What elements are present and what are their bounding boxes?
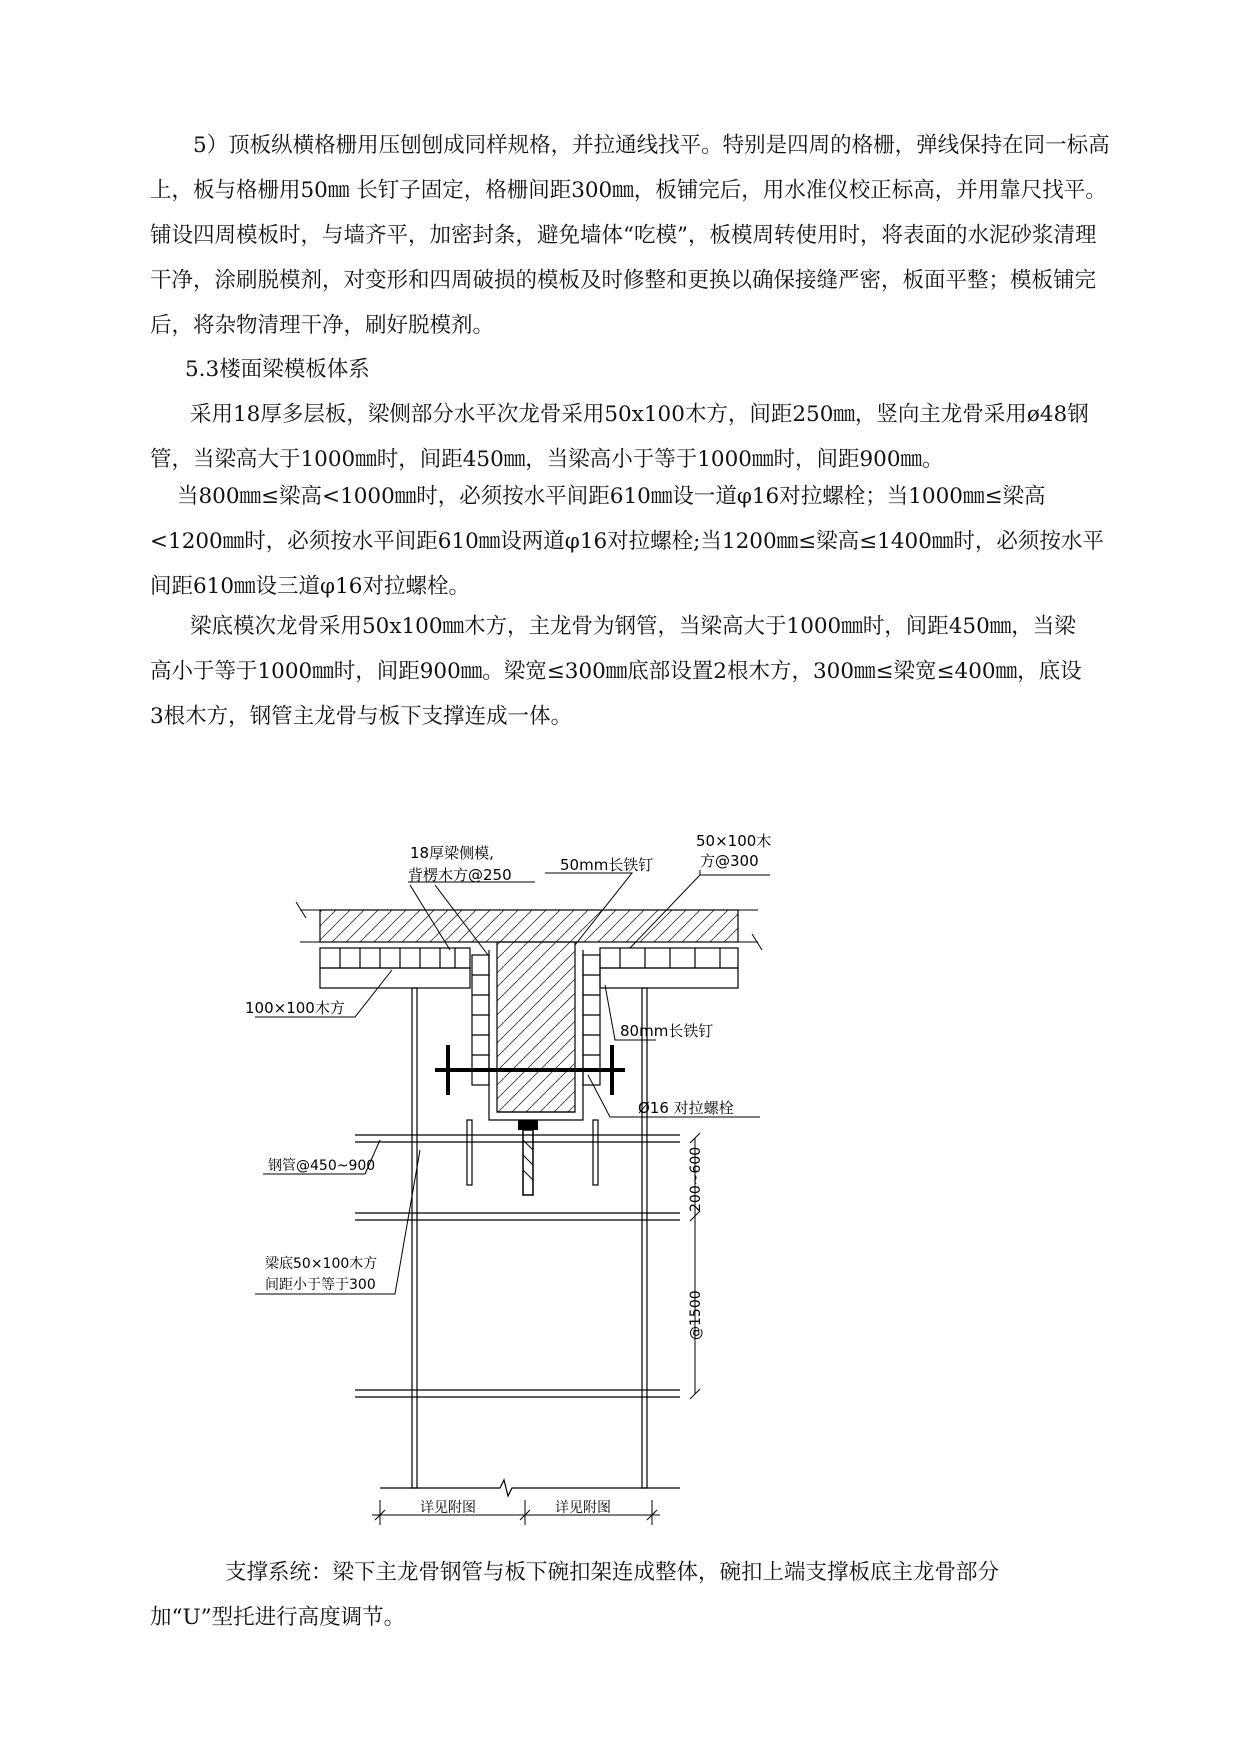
paragraph-beam-bottom: 梁底模次龙骨采用50x100㎜木方，主龙骨为钢管，当梁高大于1000㎜时，间距450㎜，当梁高小于等于1000㎜时，间距900㎜。梁宽≤300㎜底部设置2根木方，300㎜≤梁宽≤400㎜，底设3根木方，钢管主龙骨与板下支撑连成一体。 — [150, 614, 1082, 729]
label-nail-50: 50mm长铁钉 — [560, 856, 654, 874]
dimension-200-600: 200~600 — [688, 1146, 704, 1212]
label-side-form-line1: 18厚梁侧模, — [410, 844, 494, 862]
label-detail-left: 详见附图 — [420, 1500, 476, 1516]
concrete-beam — [497, 942, 575, 1112]
section-heading: 5.3楼面梁模板体系 — [185, 357, 370, 382]
paragraph-tie-bolts: 当800㎜≤梁高<1000㎜时，必须按水平间距610㎜设一道φ16对拉螺栓；当1000㎜≤梁高<1200㎜时，必须按水平间距610㎜设两道φ16对拉螺栓;当1200㎜≤梁高≤1400㎜时，必须按水平间距610㎜设三道φ16对拉螺栓。 — [150, 484, 1104, 599]
dimension-lines — [372, 1133, 700, 1525]
label-side-form-line2: 背楞木方@250 — [408, 866, 512, 884]
label-bottom-timber-line2: 间距小于等于300 — [265, 1277, 376, 1293]
label-bottom-timber-line1: 梁底50×100木方 — [265, 1256, 378, 1272]
label-tie-bolt: Ø16 对拉螺栓 — [638, 1099, 734, 1117]
label-timber-100x100: 100×100木方 — [245, 999, 345, 1017]
paragraph-support-system: 支撑系统：梁下主龙骨钢管与板下碗扣架连成整体，碗扣上端支撑板底主龙骨部分加“U”型托进行高度调节。 — [150, 1560, 1000, 1630]
u-jack — [518, 1120, 538, 1195]
label-timber-50x100-line1: 50×100木 — [696, 832, 772, 850]
label-detail-right: 详见附图 — [555, 1500, 611, 1516]
label-timber-50x100-line2: 方@300 — [700, 852, 759, 870]
paragraph-beam-formwork: 采用18厚多层板，梁侧部分水平次龙骨采用50x100木方，间距250㎜，竖向主龙骨采用ø48钢管，当梁高大于1000㎜时，间距450㎜，当梁高小于等于1000㎜时，间距900㎜。 — [150, 402, 1089, 472]
dimension-1500: @1500 — [688, 1290, 704, 1340]
paragraph-slab-joists: 5）顶板纵横格栅用压刨刨成同样规格，并拉通线找平。特别是四周的格栅，弹线保持在同一标高上，板与格栅用50㎜ 长钉子固定，格栅间距300㎜，板铺完后，用水准仪校正标高，并用靠尺找平。铺设四周模板时，与墙齐平，加密封条，避免墙体“吃模”，板模周转使用时，将表面的水泥砂浆清理干净，涂刷脱模剂，对变形和四周破损的模板及时修整和更换以确保接缝严密，板面平整；模板铺完后，将杂物清理干净，刷好脱模剂。 — [150, 133, 1110, 338]
label-steel-pipe: 钢管@450~900 — [268, 1158, 376, 1174]
label-nail-80: 80mm长铁钉 — [620, 1022, 714, 1040]
